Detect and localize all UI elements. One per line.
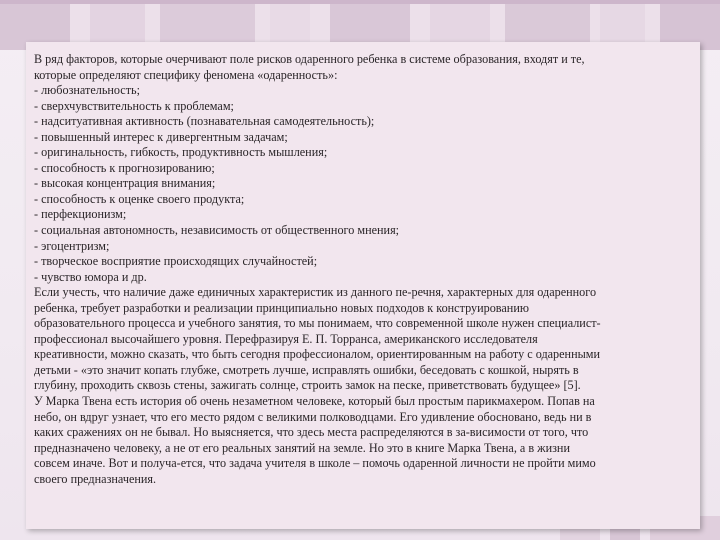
text-line: своего предназначения. bbox=[34, 471, 157, 486]
text-line: ребенка, требует разработки и реализации принципиально новых подходов к конструированию bbox=[34, 300, 529, 315]
list-item: - оригинальность, гибкость, продуктивность мышления; bbox=[34, 145, 328, 160]
text-line: образовательного процесса и учебного занятия, то мы понимаем, что современной школе нужен специалист- bbox=[34, 316, 601, 331]
list-item: - способность к прогнозированию; bbox=[34, 160, 215, 175]
list-item: - эгоцентризм; bbox=[34, 238, 110, 253]
text-line: каких сражениях он не бывал. Но выясняется, что здесь места распределяются в за-висимости от того, что bbox=[34, 425, 589, 440]
text-line: детьми - «это значит копать глубже, смотреть лучше, исправлять ошибки, беседовать с кошкой, нырять в bbox=[34, 362, 579, 377]
text-line: глубину, проходить сквозь стены, зажигать солнце, строить замок на песке, приветствовать будущее» [5]. bbox=[34, 378, 581, 393]
text-line: профессионал высочайшего уровня. Перефразируя Е. П. Торранса, американского исследователя bbox=[34, 331, 538, 346]
text-line: креативности, можно сказать, что быть сегодня профессионалом, ориентированным на работу с одаренными bbox=[34, 347, 601, 362]
list-item: - творческое восприятие происходящих случайностей; bbox=[34, 254, 318, 269]
body-text bbox=[34, 52, 696, 487]
list-item: - способность к оценке своего продукта; bbox=[34, 191, 245, 206]
text-line: В ряд факторов, которые очерчивают поле рисков одаренного ребенка в системе образования, входят и те, bbox=[34, 52, 585, 66]
text-line: совсем иначе. Вот и получа-ется, что задача учителя в школе – помочь одаренной личности не пройти мимо bbox=[34, 456, 596, 471]
text-line: небо, он вдруг узнает, что его место рядом с великими полководцами. Его удивление обосновано, ведь ни в bbox=[34, 409, 592, 424]
text-line: Если учесть, что наличие даже единичных характеристик из данного пе-речня, характерных для одаренного bbox=[34, 285, 597, 300]
text-line: которые определяют специфику феномена «одаренность»: bbox=[34, 67, 338, 82]
list-item: - любознательность; bbox=[34, 83, 140, 98]
list-item: - социальная автономность, независимость от общественного мнения; bbox=[34, 223, 400, 238]
list-item: - повышенный интерес к дивергентным задачам; bbox=[34, 129, 288, 144]
list-item: - надситуативная активность (познавательная самодеятельность); bbox=[34, 114, 375, 129]
list-item: - высокая концентрация внимания; bbox=[34, 176, 216, 191]
list-item: - сверхчувствительность к проблемам; bbox=[34, 98, 234, 113]
list-item: - перфекционизм; bbox=[34, 207, 127, 222]
text-line: У Марка Твена есть история об очень незаметном человеке, который был простым парикмахером. Попав на bbox=[34, 394, 595, 409]
text-line: предназначено человеку, а не от его реальных занятий на земле. Но это в книге Марка Твена, а в жизни bbox=[34, 440, 570, 455]
list-item: - чувство юмора и др. bbox=[34, 269, 147, 284]
